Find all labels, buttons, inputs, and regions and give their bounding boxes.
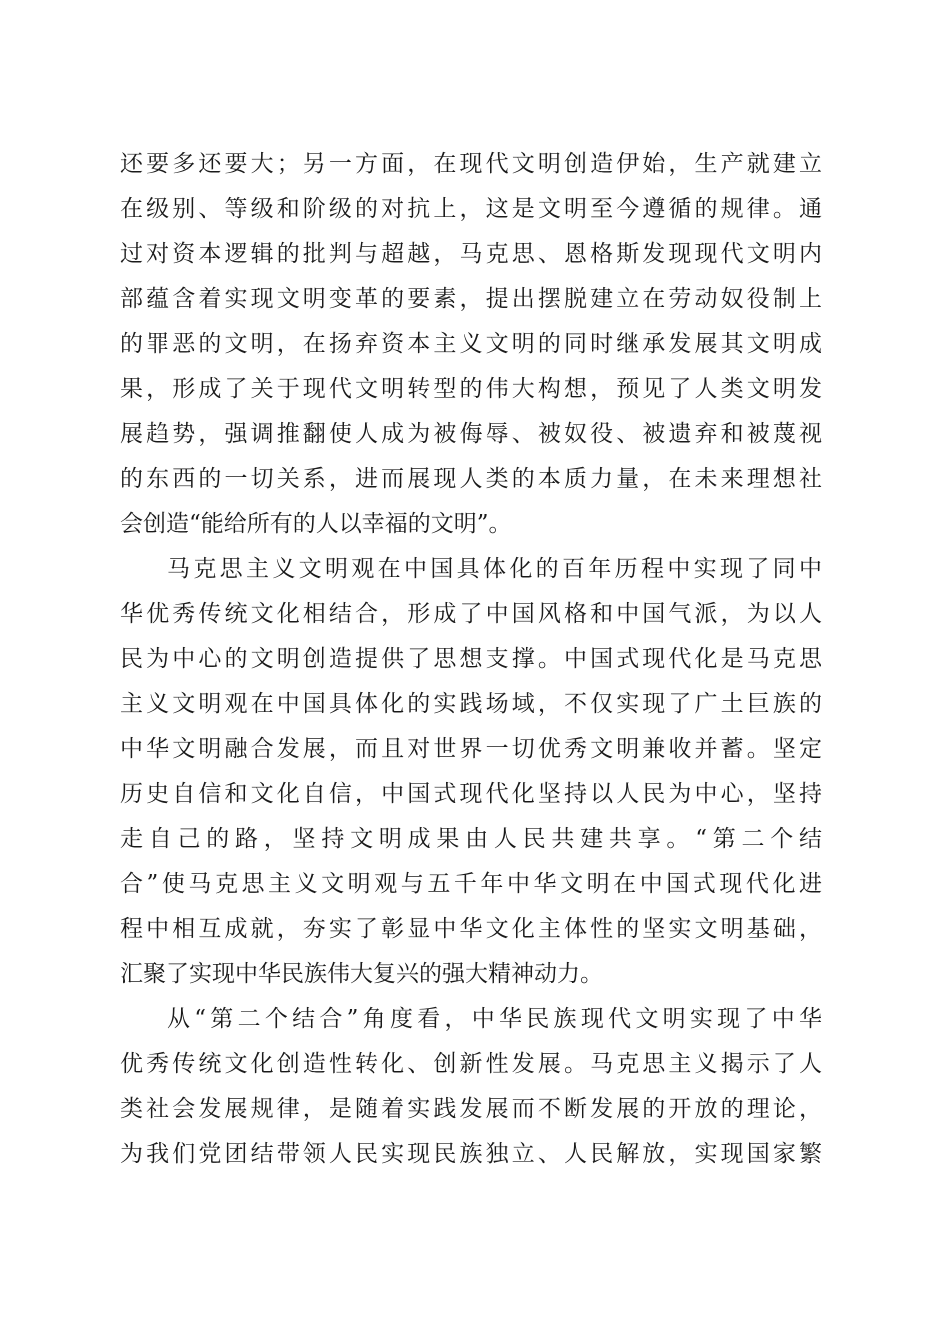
text-line: 过对资本逻辑的批判与超越，马克思、恩格斯发现现代文明内 [120, 241, 822, 267]
text-line: 果，形成了关于现代文明转型的伟大构想，预见了人类文明发 [120, 376, 822, 402]
text-line: 马克思主义文明观在中国具体化的百年历程中实现了同中 [167, 556, 822, 582]
text-line: 还要多还要大；另一方面，在现代文明创造伊始，生产就建立 [120, 151, 822, 177]
text-line: 的罪恶的文明，在扬弃资本主义文明的同时继承发展其文明成 [120, 331, 822, 357]
text-line: 华优秀传统文化相结合，形成了中国风格和中国气派，为以人 [120, 601, 822, 627]
text-line: 部蕴含着实现文明变革的要素，提出摆脱建立在劳动奴役制上 [120, 286, 822, 312]
text-line: 从“第二个结合”角度看，中华民族现代文明实现了中华 [167, 1006, 822, 1032]
text-line: 历史自信和文化自信，中国式现代化坚持以人民为中心，坚持 [120, 781, 822, 807]
text-line: 的东西的一切关系，进而展现人类的本质力量，在未来理想社 [120, 466, 822, 492]
text-line: 中华文明融合发展，而且对世界一切优秀文明兼收并蓄。坚定 [120, 736, 822, 762]
text-line: 汇聚了实现中华民族伟大复兴的强大精神动力。 [120, 961, 603, 987]
text-line: 民为中心的文明创造提供了思想支撑。中国式现代化是马克思 [120, 646, 822, 672]
text-line: 优秀传统文化创造性转化、创新性发展。马克思主义揭示了人 [120, 1051, 822, 1077]
text-line: 会创造“能给所有的人以幸福的文明”。 [120, 511, 512, 537]
text-line: 主义文明观在中国具体化的实践场域，不仅实现了广土巨族的 [120, 691, 822, 717]
text-line: 程中相互成就，夯实了彰显中华文化主体性的坚实文明基础， [120, 916, 822, 942]
text-line: 走自己的路，坚持文明成果由人民共建共享。“第二个结 [120, 826, 822, 852]
text-line: 在级别、等级和阶级的对抗上，这是文明至今遵循的规律。通 [120, 196, 822, 222]
text-line: 类社会发展规律，是随着实践发展而不断发展的开放的理论， [120, 1096, 822, 1122]
text-line: 合”使马克思主义文明观与五千年中华文明在中国式现代化进 [120, 871, 822, 897]
text-line: 为我们党团结带领人民实现民族独立、人民解放，实现国家繁 [120, 1141, 822, 1167]
text-line: 展趋势，强调推翻使人成为被侮辱、被奴役、被遗弃和被蔑视 [120, 421, 822, 447]
